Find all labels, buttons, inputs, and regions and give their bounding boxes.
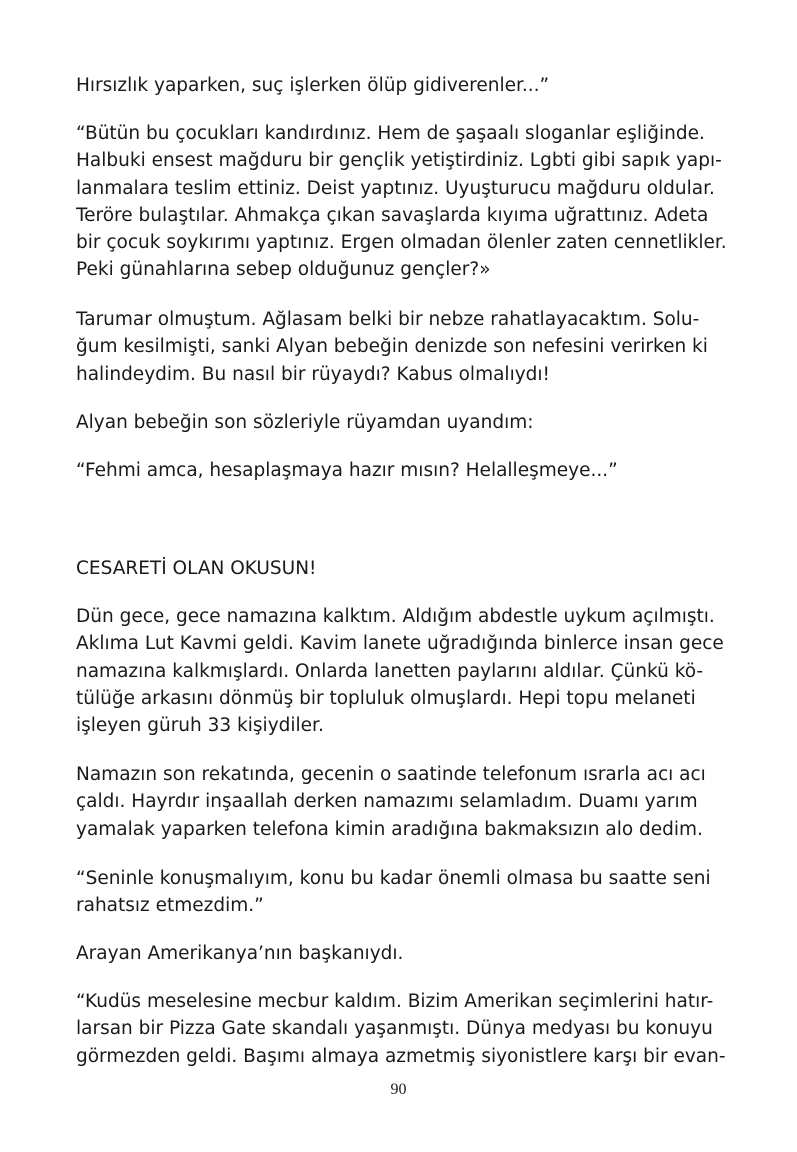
text-line: Peki günahlarına sebep olduğunuz gençler?»: [76, 259, 491, 281]
text-line: bir çocuk soykırımı yaptınız. Ergen olmadan ölenler zaten cennetlikler.: [76, 232, 727, 254]
section-heading: [76, 555, 724, 582]
text-line: tülüğe arkasını dönmüş bir topluluk olmuşlardı. Hepi topu melaneti: [76, 687, 696, 709]
page-number: 90: [390, 1081, 407, 1098]
text-line: Alyan bebeğin son sözleriyle rüyamdan uyandım:: [76, 412, 534, 433]
text-line: namazına kalkmışlardı. Onlarda lanetten paylarını aldılar. Çünkü kö-: [76, 660, 704, 682]
text-line: Teröre bulaştılar. Ahmakça çıkan savaşlarda kıyıma uğrattınız. Adeta: [76, 204, 709, 226]
paragraph-1: [76, 72, 724, 99]
text-line: “Fehmi amca, hesaplaşmaya hazır mısın? Helalleşmeye...”: [76, 460, 618, 481]
paragraph-5: [76, 457, 724, 484]
heading-line: CESARETİ OLAN OKUSUN!: [76, 558, 317, 579]
text-line: Hırsızlık yaparken, suç işlerken ölüp gidiverenler...”: [76, 75, 550, 96]
text-line: “Seninle konuşmalıyım, konu bu kadar önemli olmasa bu saatte seni: [76, 868, 711, 889]
text-line: Namazın son rekatında, gecenin o saatinde telefonum ısrarla acı acı: [76, 764, 706, 785]
paragraph-4: [76, 409, 724, 436]
paragraph-9: [76, 940, 724, 967]
text-line: larsan bir Pizza Gate skandalı yaşanmıştı. Dünya medyası bu konuyu: [76, 1018, 713, 1040]
paragraph-8: [76, 865, 724, 920]
text-line: lanmalara teslim ettiniz. Deist yaptınız. Uyuşturucu mağduru oldular.: [76, 177, 715, 199]
text-line: rahatsız etmezdim.”: [76, 895, 264, 917]
text-line: Dün gece, gece namazına kalktım. Aldığım abdestle uykum açılmıştı.: [76, 606, 715, 627]
paragraph-10: [76, 988, 724, 1070]
text-line: “Kudüs meselesine mecbur kaldım. Bizim Amerikan seçimlerini hatır-: [76, 991, 714, 1012]
paragraph-7: [76, 761, 724, 843]
text-line: halindeydim. Bu nasıl bir rüyaydı? Kabus olmalıydı!: [76, 363, 550, 385]
text-line: işleyen güruh 33 kişiydiler.: [76, 715, 324, 737]
paragraph-3: [76, 306, 724, 388]
text-line: çaldı. Hayrdır inşaallah derken namazımı selamladım. Duamı yarım: [76, 791, 698, 813]
text-line: “Bütün bu çocukları kandırdınız. Hem de şaşaalı sloganlar eşliğinde.: [76, 123, 705, 144]
text-line: Halbuki ensest mağduru bir gençlik yetiştirdiniz. Lgbti gibi sapık yapı-: [76, 150, 722, 172]
text-line: görmezden geldi. Başımı almaya azmetmiş siyonistlere karşı bir evan-: [76, 1045, 726, 1067]
text-line: Tarumar olmuştum. Ağlasam belki bir nebze rahatlayacaktım. Solu-: [76, 309, 700, 330]
text-line: yamalak yaparken telefona kimin aradığına bakmaksızın alo dedim.: [76, 818, 703, 840]
text-line: ğum kesilmişti, sanki Alyan bebeğin denizde son nefesini verirken ki: [76, 336, 708, 358]
paragraph-6: [76, 603, 724, 739]
text-line: Aklıma Lut Kavmi geldi. Kavim lanete uğradığında binlerce insan gece: [76, 633, 724, 655]
text-line: Arayan Amerikanya’nın başkanıydı.: [76, 943, 404, 964]
paragraph-2: [76, 120, 727, 284]
